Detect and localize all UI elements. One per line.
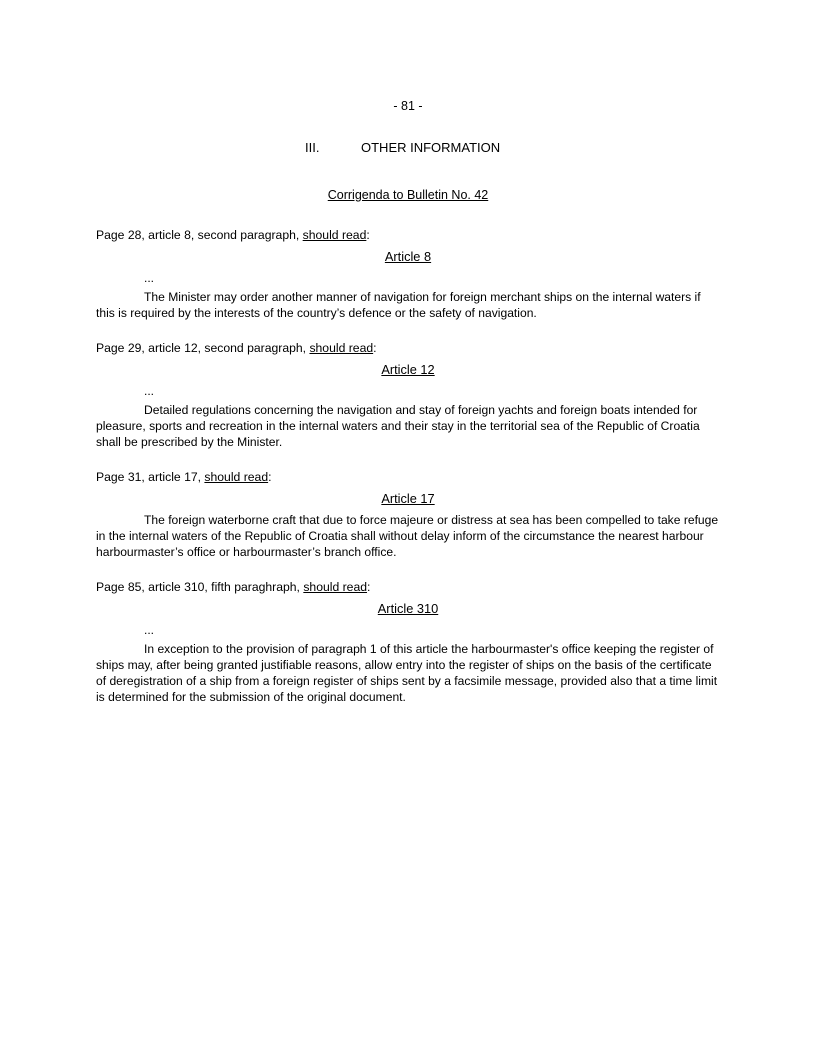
- article-heading: Article 310: [377, 601, 439, 616]
- entry-intro-colon: :: [366, 228, 370, 242]
- entry-intro: [96, 579, 720, 595]
- entry-intro-text: Page 85, article 310, fifth paraghraph,: [96, 580, 304, 594]
- entry-intro: [96, 469, 720, 485]
- corrigendum-entry-article-8: [96, 227, 720, 321]
- article-body-text: Detailed regulations concerning the navigation and stay of foreign yachts and foreign boats intended for pleasure, sports and recreation in the internal waters and their stay in the territorial sea of the Republic of Croatia shall be prescribed by the Minister.: [96, 403, 700, 449]
- corrigenda-title: Corrigenda to Bulletin No. 42: [327, 188, 489, 202]
- article-heading: Article 8: [384, 249, 432, 264]
- entry-intro-colon: :: [373, 341, 377, 355]
- entry-intro-colon: :: [367, 580, 371, 594]
- entry-intro-text: Page 31, article 17,: [96, 470, 205, 484]
- omitted-text-ellipsis: ...: [144, 384, 155, 398]
- article-body-text: In exception to the provision of paragraph 1 of this article the harbourmaster's office keeping the register of ships may, after being granted justifiable reasons, allow entry into the register of ships on the basis of the certificate of deregistration of a ship from a foreign register of ships sent by a facsimile message, provided also that a time limit is determined for the submission of the original document.: [96, 642, 718, 704]
- corrigendum-entry-article-12: [96, 340, 720, 450]
- omitted-text-ellipsis: ...: [144, 623, 155, 637]
- article-body-text: The foreign waterborne craft that due to force majeure or distress at sea has been compelled to take refuge in the internal waters of the Republic of Croatia shall without delay inform of the circumstance the nearest harbour harbourmaster’s office or harbourmaster’s branch office.: [96, 513, 719, 559]
- entry-intro-text: Page 28, article 8, second paragraph,: [96, 228, 303, 242]
- should-read-label: should read: [302, 228, 367, 242]
- section-title: OTHER INFORMATION: [361, 140, 501, 155]
- article-heading: Article 12: [381, 362, 435, 377]
- section-heading: [305, 140, 500, 156]
- page-number: - 81 -: [393, 99, 423, 113]
- corrigendum-entry-article-17: [96, 469, 720, 560]
- entry-intro: [96, 340, 720, 356]
- entry-intro-text: Page 29, article 12, second paragraph,: [96, 341, 310, 355]
- corrigenda-entries: [96, 227, 720, 724]
- article-body-text: The Minister may order another manner of navigation for foreign merchant ships on the internal waters if this is required by the interests of the country’s defence or the safety of navigation.: [96, 290, 701, 320]
- article-heading: Article 17: [381, 491, 435, 506]
- section-roman-numeral: III.: [305, 140, 320, 155]
- should-read-label: should read: [204, 470, 269, 484]
- entry-intro-colon: :: [268, 470, 272, 484]
- should-read-label: should read: [309, 341, 374, 355]
- should-read-label: should read: [303, 580, 368, 594]
- omitted-text-ellipsis: ...: [144, 271, 155, 285]
- corrigendum-entry-article-310: [96, 579, 720, 705]
- entry-intro: [96, 227, 720, 243]
